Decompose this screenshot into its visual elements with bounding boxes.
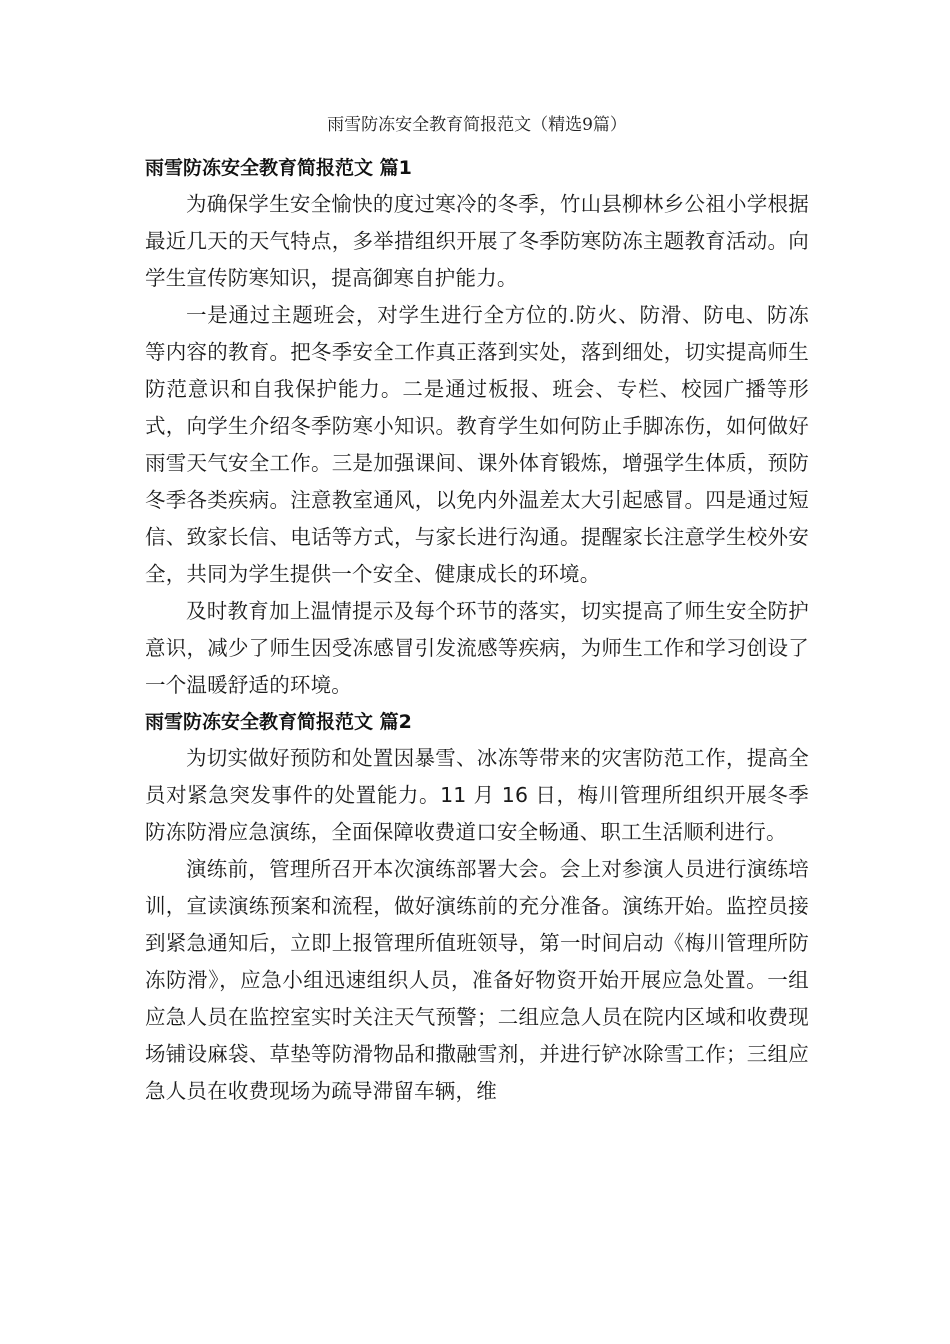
paragraph: 一是通过主题班会，对学生进行全方位的.防火、防滑、防电、防冻等内容的教育。把冬季安全工作真正落到实处，落到细处，切实提高师生防范意识和自我保护能力。二是通过板报、班会、专栏、校园广播等形式，向学生介绍冬季防寒小知识。教育学生如何防止手脚冻伤，如何做好雨雪天气安全工作。三是加强课间、课外体育锻炼，增强学生体质，预防冬季各类疾病。注意教室通风，以免内外温差太大引起感冒。四是通过短信、致家长信、电话等方式，与家长进行沟通。提醒家长注意学生校外安全，共同为学生提供一个安全、健康成长的环境。 <box>145 303 809 586</box>
paragraph: 及时教育加上温情提示及每个环节的落实，切实提高了师生安全防护意识，减少了师生因受冻感冒引发流感等疾病，为师生工作和学习创设了一个温暖舒适的环境。 <box>145 599 809 697</box>
section-2 <box>145 704 809 1110</box>
section-1 <box>145 150 809 704</box>
document-title: 雨雪防冻安全教育简报范文（精选9篇） <box>327 115 627 135</box>
section-heading: 雨雪防冻安全教育简报范文 篇1 <box>145 157 412 179</box>
paragraph: 为确保学生安全愉快的度过寒冷的冬季，竹山县柳林乡公祖小学根据最近几天的天气特点，多举措组织开展了冬季防寒防冻主题教育活动。向学生宣传防寒知识，提高御寒自护能力。 <box>145 192 809 290</box>
paragraph: 演练前，管理所召开本次演练部署大会。会上对参演人员进行演练培训，宣读演练预案和流程，做好演练前的充分准备。演练开始。监控员接到紧急通知后，立即上报管理所值班领导，第一时间启动《梅川管理所防冻防滑》，应急小组迅速组织人员，准备好物资开始开展应急处置。一组应急人员在监控室实时关注天气预警；二组应急人员在院内区域和收费现场铺设麻袋、草垫等防滑物品和撒融雪剂，并进行铲冰除雪工作；三组应急人员在收费现场为疏导滞留车辆，维 <box>145 857 809 1103</box>
paragraph: 为切实做好预防和处置因暴雪、冰冻等带来的灾害防范工作，提高全员对紧急突发事件的处置能力。11 月 16 日，梅川管理所组织开展冬季防冻防滑应急演练，全面保障收费道口安全畅通、职工生活顺利进行。 <box>145 746 809 844</box>
document-page <box>145 112 809 1110</box>
section-heading: 雨雪防冻安全教育简报范文 篇2 <box>145 711 412 733</box>
